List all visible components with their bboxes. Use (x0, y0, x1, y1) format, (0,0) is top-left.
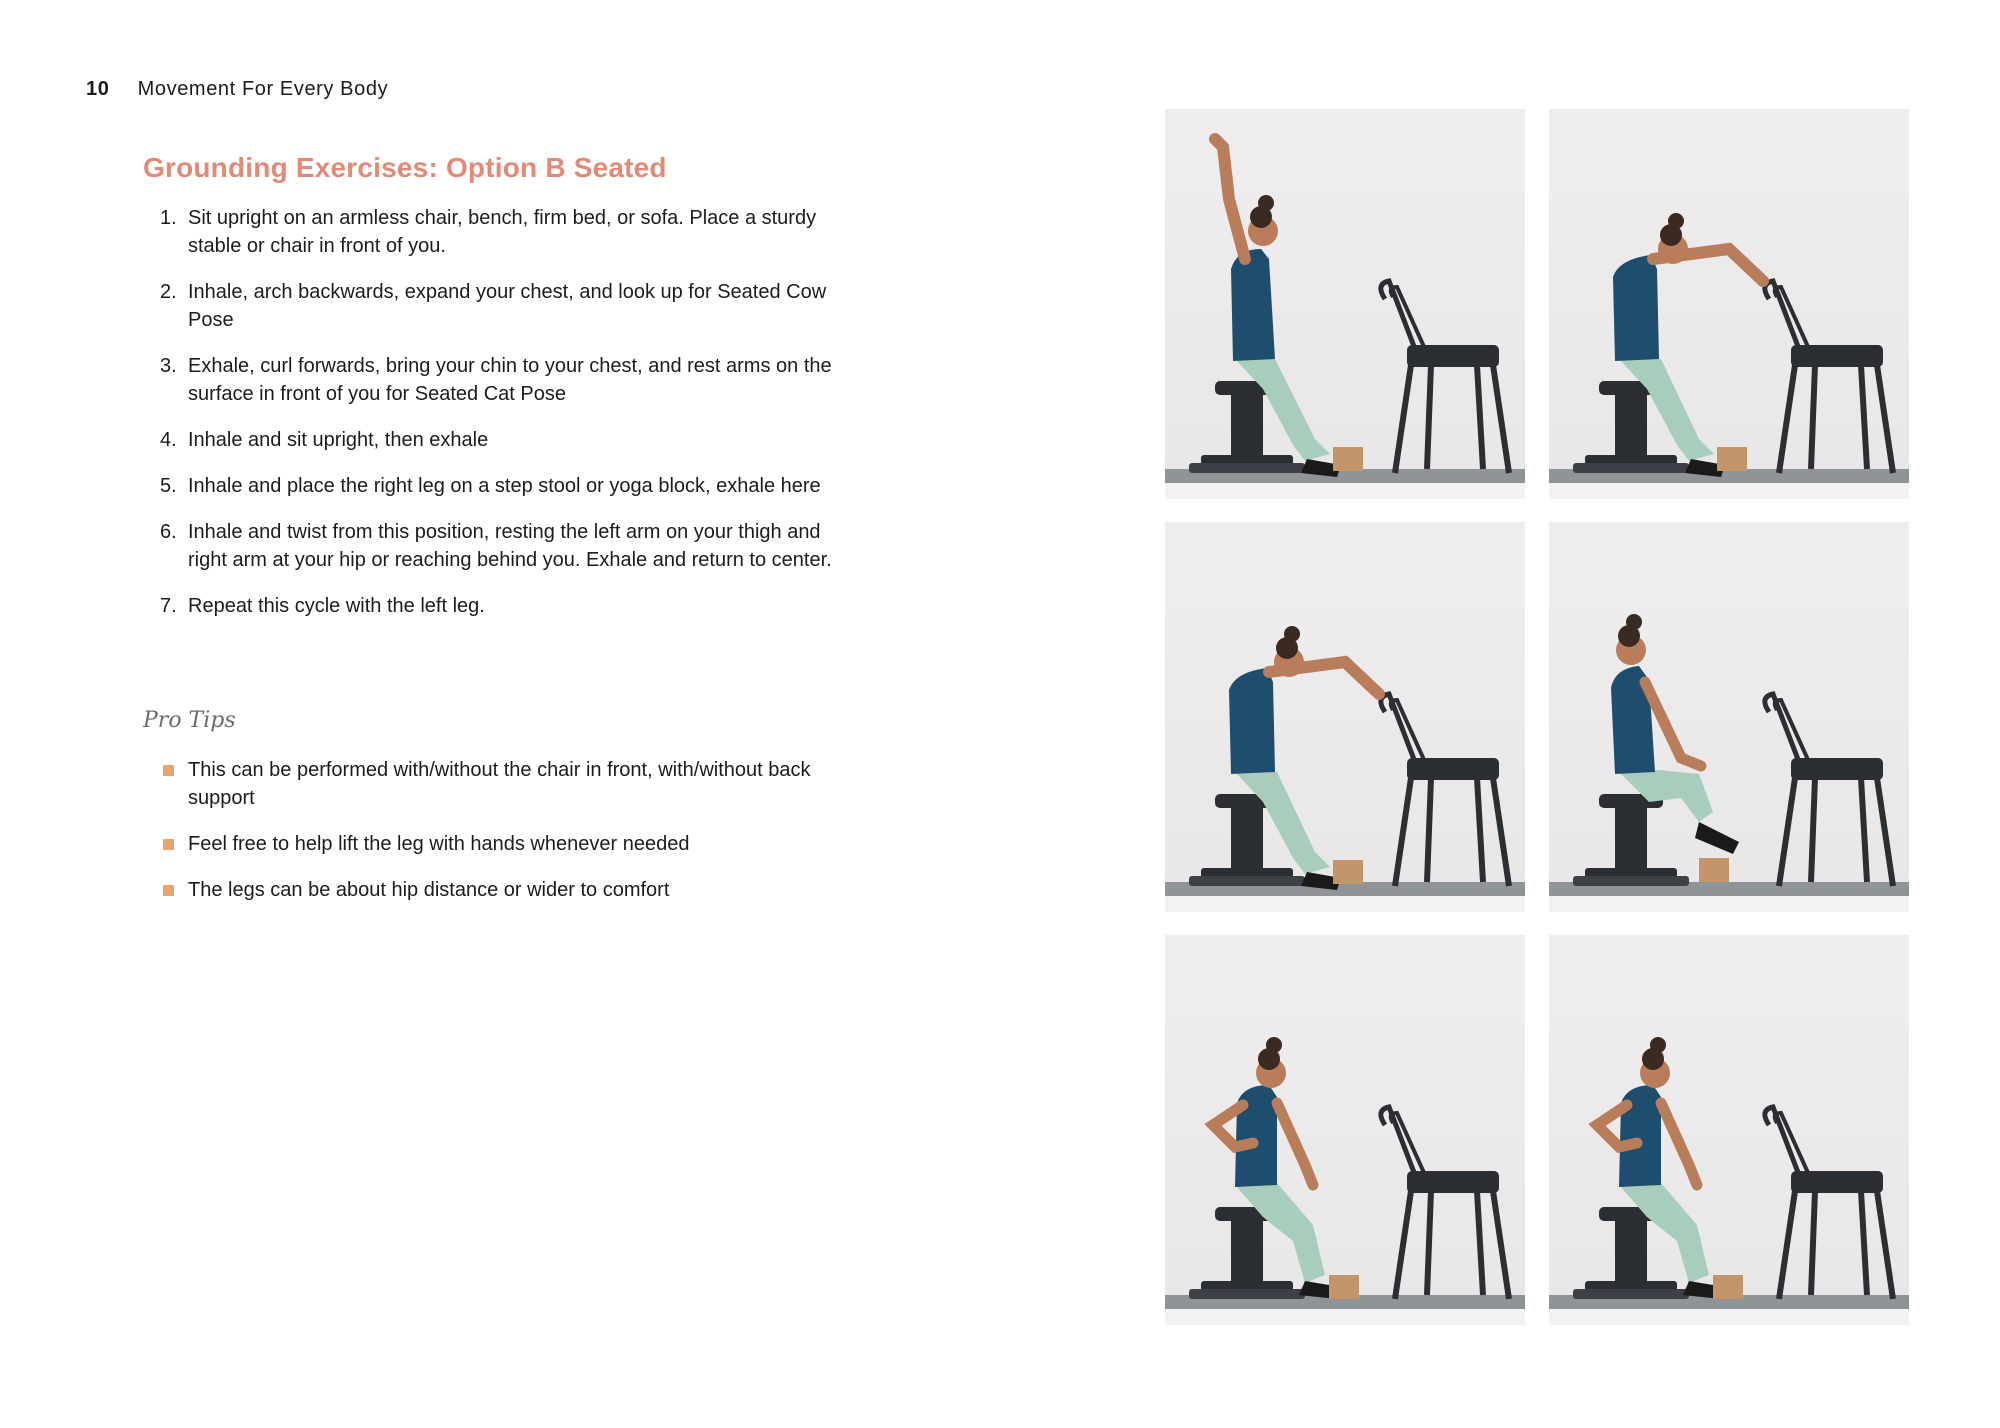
square-bullet-icon (163, 765, 174, 776)
step-text: Inhale and place the right leg on a step stool or yoga block, exhale here (188, 475, 821, 497)
step-number: 3. (160, 355, 177, 377)
square-bullet-icon (163, 839, 174, 850)
step-item (142, 518, 862, 574)
step-number: 2. (160, 281, 177, 303)
step-text: Exhale, curl forwards, bring your chin to your chest, and rest arms on the surface in front of you for Seated Cat Pose (188, 355, 832, 405)
photo-seated-twist-1 (1165, 935, 1525, 1325)
photo-seated-twist-2 (1549, 935, 1909, 1325)
step-number: 7. (160, 595, 177, 617)
step-number: 5. (160, 475, 177, 497)
step-number: 4. (160, 429, 177, 451)
tip-item (142, 830, 862, 858)
step-item (142, 278, 862, 334)
tip-text: Feel free to help lift the leg with hands whenever needed (188, 833, 690, 855)
page-number: 10 (86, 78, 110, 100)
step-number: 6. (160, 521, 177, 543)
photo-seated-cat-1 (1549, 109, 1909, 499)
step-item (142, 352, 862, 408)
tip-text: This can be performed with/without the chair in front, with/without back support (188, 759, 811, 809)
tip-item (142, 876, 862, 904)
square-bullet-icon (163, 885, 174, 896)
pro-tips-heading: Pro Tips (143, 708, 236, 733)
running-header (86, 78, 388, 101)
steps-list (142, 204, 862, 638)
pro-tips-list (142, 756, 862, 922)
photo-leg-on-block (1549, 522, 1909, 912)
tip-item (142, 756, 862, 812)
section-title: Grounding Exercises: Option B Seated (143, 152, 667, 183)
step-item (142, 204, 862, 260)
step-text: Inhale and sit upright, then exhale (188, 429, 489, 451)
step-item (142, 472, 862, 500)
step-number: 1. (160, 207, 177, 229)
photo-seated-cat-2 (1165, 522, 1525, 912)
step-text: Repeat this cycle with the left leg. (188, 595, 485, 617)
step-item (142, 426, 862, 454)
step-item (142, 592, 862, 620)
running-title: Movement For Every Body (137, 78, 389, 100)
step-text: Sit upright on an armless chair, bench, firm bed, or sofa. Place a sturdy stable or chair in front of you. (188, 207, 817, 257)
photo-seated-cow (1165, 109, 1525, 499)
step-text: Inhale and twist from this position, resting the left arm on your thigh and right arm at your hip or reaching behind you. Exhale and return to center. (188, 521, 832, 571)
step-text: Inhale, arch backwards, expand your chest, and look up for Seated Cow Pose (188, 281, 827, 331)
tip-text: The legs can be about hip distance or wider to comfort (188, 879, 670, 901)
